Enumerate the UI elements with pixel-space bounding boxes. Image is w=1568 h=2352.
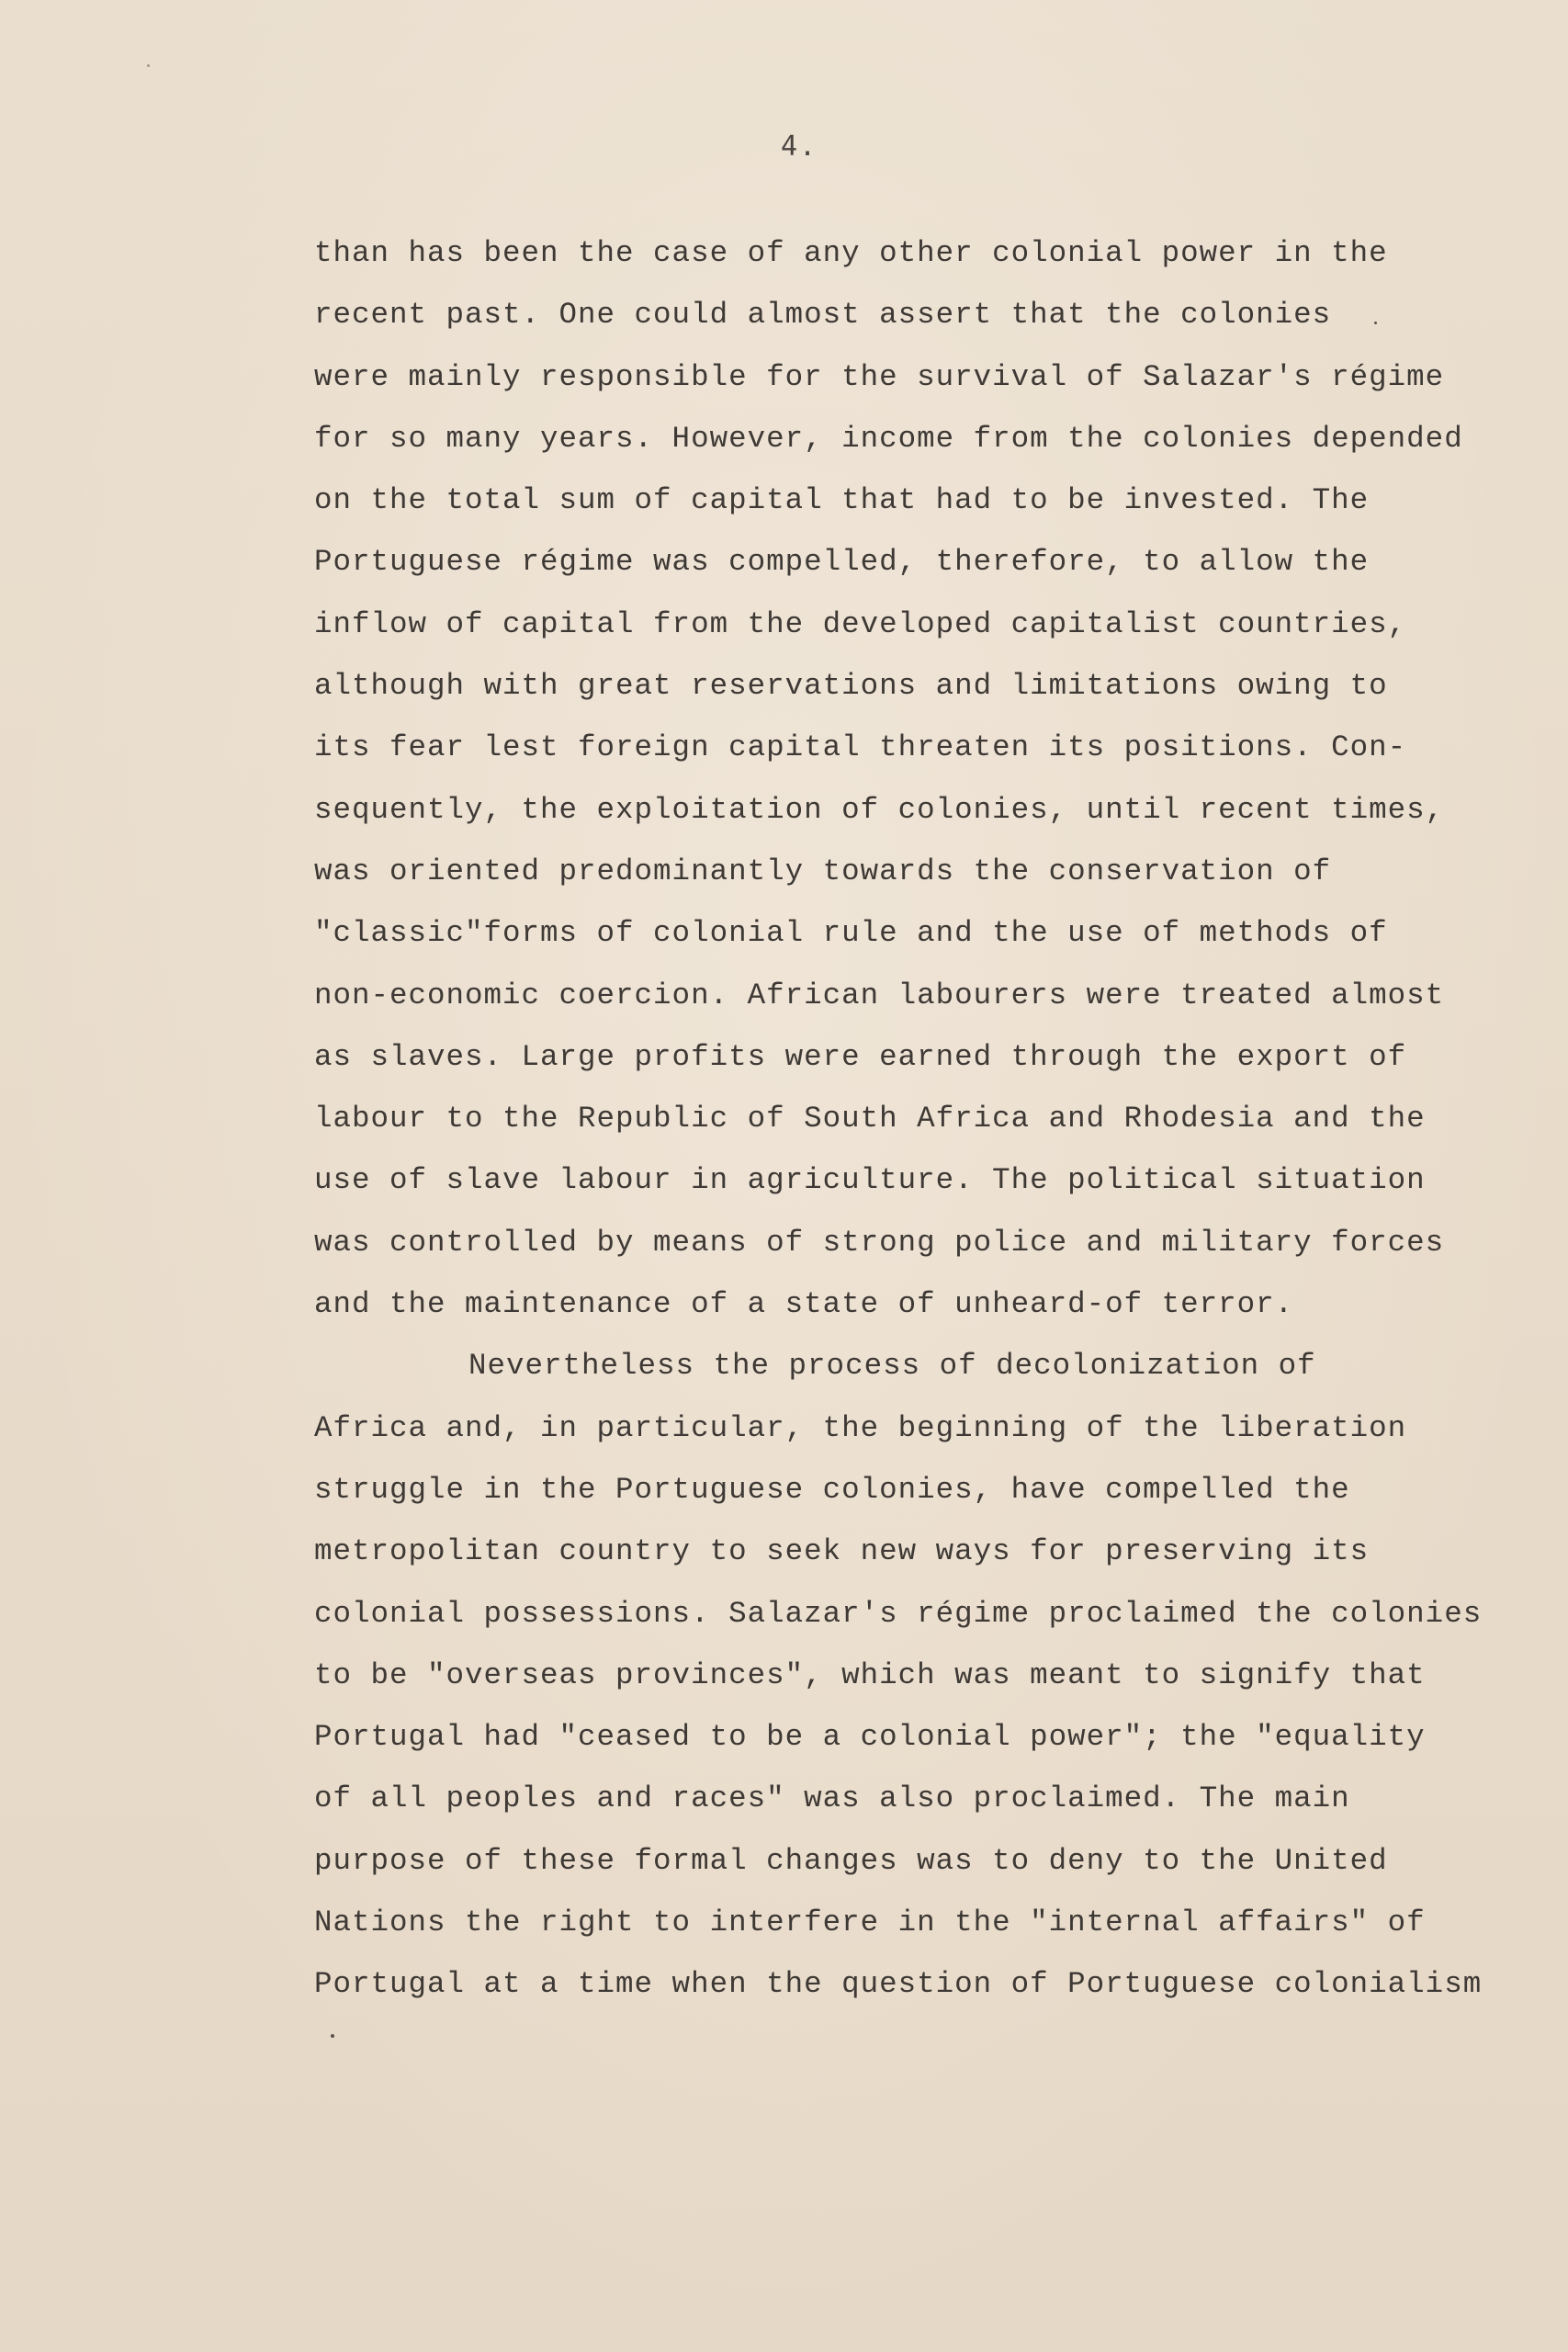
body-text (314, 222, 1536, 2016)
text-line: Portugal had "ceased to be a colonial power"; the "equality (314, 1720, 1426, 1755)
text-line: metropolitan country to seek new ways for preserving its (314, 1534, 1370, 1569)
text-line: to be "overseas provinces", which was meant to signify that (314, 1657, 1426, 1692)
text-line: Africa and, in particular, the beginning of the liberation (314, 1410, 1407, 1445)
paper-speck (1374, 322, 1377, 324)
text-line: recent past. One could almost assert that the colonies (314, 298, 1332, 333)
paper-speck (147, 64, 150, 67)
text-line: non-economic coercion. African labourers were treated almost (314, 978, 1445, 1012)
page-number: 4. (781, 130, 818, 163)
text-line: Nevertheless the process of decolonization of (468, 1349, 1316, 1384)
text-line: Portugal at a time when the question of Portuguese colonialism (314, 1967, 1483, 2002)
text-line: as slaves. Large profits were earned through the export of (314, 1039, 1407, 1074)
text-line: its fear lest foreign capital threaten its positions. Con- (314, 730, 1407, 765)
paper-speck (331, 2034, 334, 2038)
text-line: "classic"forms of colonial rule and the use of methods of (314, 916, 1388, 951)
text-line: and the maintenance of a state of unheard-of terror. (314, 1287, 1294, 1322)
text-line: was oriented predominantly towards the conservation of (314, 854, 1332, 888)
text-line: of all peoples and races" was also proclaimed. The main (314, 1781, 1350, 1816)
paragraph-2 (314, 1335, 1536, 2015)
text-line: labour to the Republic of South Africa and Rhodesia and the (314, 1102, 1426, 1136)
text-line: than has been the case of any other colonial power in the (314, 236, 1388, 270)
text-line: for so many years. However, income from the colonies depended (314, 421, 1463, 456)
text-line: were mainly responsible for the survival of Salazar's régime (314, 359, 1445, 394)
text-line: Nations the right to interfere in the "internal affairs" of (314, 1905, 1426, 1940)
text-line: on the total sum of capital that had to be invested. The (314, 483, 1370, 518)
text-line: colonial possessions. Salazar's régime proclaimed the colonies (314, 1596, 1483, 1631)
text-line: purpose of these formal changes was to deny to the United (314, 1843, 1388, 1878)
text-line: Portuguese régime was compelled, therefore, to allow the (314, 545, 1370, 580)
text-line: struggle in the Portuguese colonies, have compelled the (314, 1472, 1350, 1507)
text-line: was controlled by means of strong police and military forces (314, 1225, 1445, 1260)
text-line: use of slave labour in agriculture. The political situation (314, 1163, 1426, 1198)
text-line: inflow of capital from the developed capitalist countries, (314, 606, 1407, 641)
paragraph-1 (314, 222, 1536, 1335)
text-line: sequently, the exploitation of colonies, until recent times, (314, 792, 1445, 827)
text-line: although with great reservations and limitations owing to (314, 669, 1388, 704)
